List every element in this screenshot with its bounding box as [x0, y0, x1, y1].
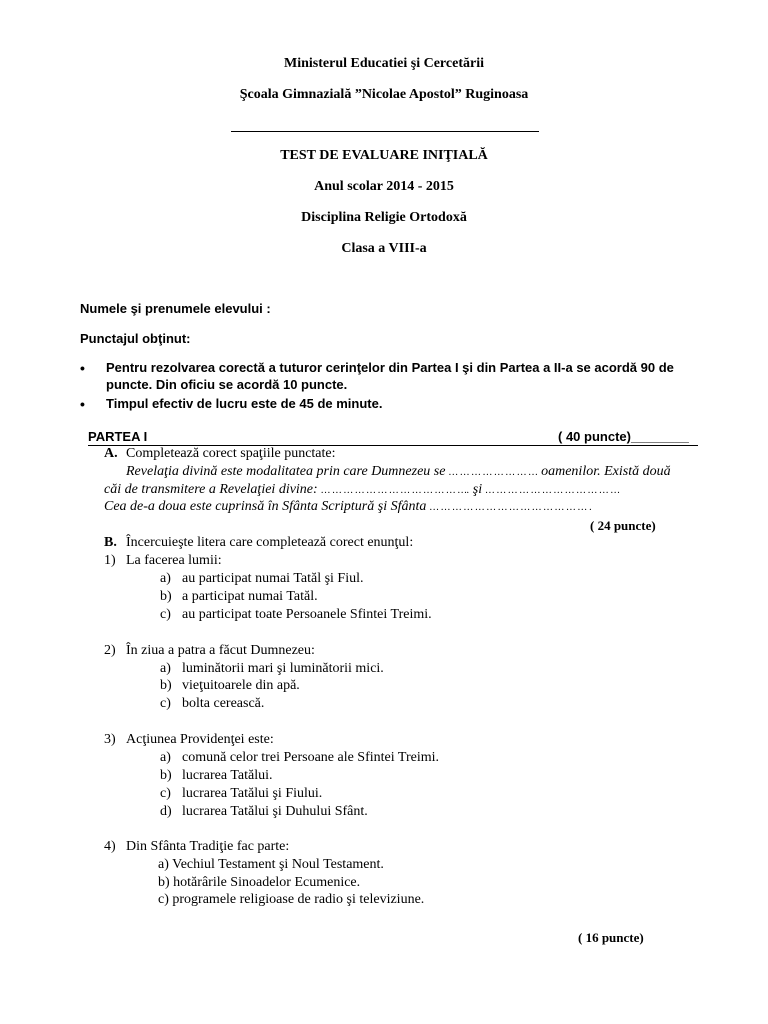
test-title: TEST DE EVALUARE INIŢIALĂ: [280, 148, 488, 163]
discipline: Disciplina Religie Ortodoxă: [301, 210, 467, 225]
q1-option-b-letter[interactable]: b): [160, 589, 172, 604]
question-3-number: 3): [104, 732, 116, 747]
score-label: Punctajul obţinut:: [80, 331, 191, 346]
question-4-text: Din Sfânta Tradiţie fac parte:: [126, 839, 290, 854]
q4-option-b[interactable]: [158, 875, 360, 891]
fill-blank-4[interactable]: … … … … … … … … … … … … … … .: [429, 502, 592, 513]
instruction-1-line1: • Pentru rezolvarea corectă a tuturor cerinţelor din Partea I şi din Partea a II-a se acordă 90 de: [106, 360, 674, 375]
question-2-text: În ziua a patra a făcut Dumnezeu:: [126, 643, 315, 658]
q3-option-a-text: comună celor trei Persoane ale Sfintei Treimi.: [182, 750, 439, 765]
line3-text-start: Cea de-a doua este cuprinsă în Sfânta Scriptură şi Sfânta: [104, 499, 430, 514]
q3-option-c-letter[interactable]: c): [160, 786, 171, 801]
line1-text-start: Revelaţia divină este modalitatea prin care Dumnezeu se: [126, 464, 449, 479]
class-level: Clasa a VIII-a: [341, 241, 427, 256]
fill-blank-2[interactable]: … … … … … … … … … … … … ….: [321, 485, 470, 496]
q2-option-c-letter[interactable]: c): [160, 696, 171, 711]
question-3-text: Acţiunea Providenţei este:: [126, 732, 274, 747]
q2-option-c-text: bolta cerească.: [182, 696, 265, 711]
section-a-instruction: Completează corect spaţiile punctate:: [126, 446, 336, 461]
q4-option-a[interactable]: [158, 857, 384, 873]
fill-blank-3[interactable]: … … … … … … … … … … … …: [485, 485, 620, 496]
q3-option-d-text: lucrarea Tatălui şi Duhului Sfânt.: [182, 804, 368, 819]
q2-option-a-letter[interactable]: a): [160, 661, 171, 676]
instruction-1-line2: puncte. Din oficiu se acordă 10 puncte.: [106, 377, 348, 392]
line2-text-start: căi de transmitere a Revelaţiei divine:: [104, 482, 322, 497]
q1-option-b-text: a participat numai Tatăl.: [182, 589, 318, 604]
q3-option-d-letter[interactable]: d): [160, 804, 172, 819]
line2-conj: şi: [469, 482, 486, 497]
q3-option-b-letter[interactable]: b): [160, 768, 172, 783]
q4-option-b-text: hotărârile Sinoadelor Ecumenice.: [173, 875, 361, 890]
part1-points: ( 40 puncte)________: [558, 429, 689, 444]
q3-option-b-text: lucrarea Tatălui.: [182, 768, 273, 783]
section-a-points: ( 24 puncte): [590, 518, 656, 533]
part1-title: PARTEA I: [88, 429, 148, 444]
instruction-2: • Timpul efectiv de lucru este de 45 de minute.: [106, 396, 382, 411]
ministry-name: Ministerul Educatiei şi Cercetării: [284, 56, 484, 71]
section-b-letter: B.: [104, 535, 117, 550]
q4-option-a-letter: a): [158, 857, 169, 872]
q1-option-a-text: au participat numai Tatăl şi Fiul.: [182, 571, 364, 586]
q4-option-c-text: programele religioase de radio şi televiziune.: [172, 892, 425, 907]
q4-option-c[interactable]: [158, 892, 424, 908]
q3-option-a-letter[interactable]: a): [160, 750, 171, 765]
question-1-number: 1): [104, 553, 116, 568]
fill-blank-1[interactable]: … … … … … … … …: [448, 467, 538, 478]
section-a-line3: [104, 499, 592, 515]
school-name: Şcoala Gimnazială ”Nicolae Apostol” Ruginoasa: [239, 87, 529, 102]
q2-option-b-letter[interactable]: b): [160, 678, 172, 693]
q2-option-b-text: vieţuitoarele din apă.: [182, 678, 300, 693]
section-b-instruction: Încercuieşte litera care completează corect enunţul:: [126, 535, 414, 550]
question-2-number: 2): [104, 643, 116, 658]
section-a-line1: [126, 464, 671, 480]
question-1-text: La facerea lumii:: [126, 553, 222, 568]
q3-option-c-text: lucrarea Tatălui şi Fiului.: [182, 786, 323, 801]
student-name-label: Numele şi prenumele elevului :: [80, 301, 271, 316]
section-a-line2: [104, 482, 620, 498]
header-separator: [231, 131, 539, 132]
school-year: Anul scolar 2014 - 2015: [314, 179, 454, 194]
q1-option-c-text: au participat toate Persoanele Sfintei Treimi.: [182, 607, 432, 622]
section-a-letter: A.: [104, 446, 118, 461]
q4-option-a-text: Vechiul Testament şi Noul Testament.: [172, 857, 384, 872]
q1-option-a-letter[interactable]: a): [160, 571, 171, 586]
q4-option-c-letter: c): [158, 892, 169, 907]
q1-option-c-letter[interactable]: c): [160, 607, 171, 622]
line1-text-end: oamenilor. Există două: [537, 464, 671, 479]
q4-option-b-letter: b): [158, 875, 170, 890]
section-b-points: ( 16 puncte): [578, 930, 644, 945]
q2-option-a-text: luminătorii mari şi luminătorii mici.: [182, 661, 384, 676]
question-4-number: 4): [104, 839, 116, 854]
